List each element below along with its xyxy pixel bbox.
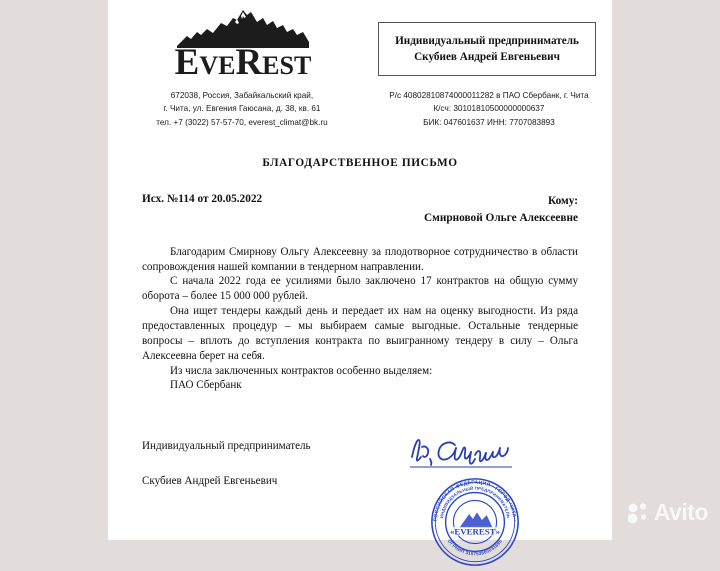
- letterhead-header: [108, 0, 612, 81]
- document-page: [108, 0, 612, 557]
- bank-account-line: Р/с 40802810874000011282 в ПАО Сбербанк, г. Чита: [389, 91, 589, 100]
- signatory-position: Индивидуальный предприниматель: [142, 440, 311, 453]
- paragraph-4: Из числа заключенных контрактов особенно выделяем:: [170, 364, 433, 377]
- signature-area: [108, 441, 612, 571]
- svg-text:РОССИЙСКАЯ ФЕДЕРАЦИЯ • ГОРОД Ч: РОССИЙСКАЯ ФЕДЕРАЦИЯ • ГОРОД ЧИТА •: [432, 480, 518, 522]
- stamp-center-text: «EVEREST»: [450, 526, 500, 537]
- svg-text:ИНДИВИДУАЛЬНЫЙ ПРЕДПРИНИМАТЕЛЬ: ИНДИВИДУАЛЬНЫЙ ПРЕДПРИНИМАТЕЛЬ: [438, 485, 512, 519]
- document-meta: [108, 193, 612, 227]
- svg-text:ОГРНИП 315753600031695: ОГРНИП 315753600031695: [446, 538, 504, 557]
- bik-inn-line: БИК: 047601637 ИНН: 7707083893: [423, 117, 555, 127]
- correspondent-account-line: К/сч: 30101810500000000637: [433, 104, 545, 114]
- logo-text: EveRest: [174, 42, 312, 83]
- proprietor-name: Скубиев Андрей Евгеньевич: [414, 51, 560, 64]
- contact-details: [108, 81, 612, 129]
- address-line-2: г. Чита, ул. Евгения Гаюсана, д. 38, кв. 61: [163, 104, 321, 114]
- paragraph-1: Благодарим Смирнову Ольгу Алексеевну за плодотворное сотрудничество в области сопровождения нашей компании в тендерном направлении.: [142, 245, 578, 273]
- avito-dots-icon: [628, 502, 650, 524]
- avito-watermark-text: Avito: [653, 499, 708, 525]
- letter-body: [108, 245, 612, 394]
- bank-details-block: [376, 89, 602, 129]
- contract-item: ПАО Сбербанк: [170, 379, 242, 392]
- signatory-name: Скубиев Андрей Евгеньевич: [142, 475, 278, 488]
- reference-number: Исх. №114 от 20.05.2022: [142, 192, 263, 205]
- proprietor-title: Индивидуальный предприниматель: [395, 35, 579, 47]
- address-block: [118, 89, 366, 129]
- company-logo: [118, 8, 368, 81]
- addressee-block: [424, 193, 578, 227]
- proprietor-box: [378, 22, 596, 76]
- address-line-1: 672038, Россия, Забайкальский край,: [170, 91, 314, 100]
- paragraph-3: Она ищет тендеры каждый день и передает их нам на оценку выгодности. Из ряда предоставленных процедур – мы выбираем самые выгодные. Остальные тендерные вопросы – вплоть до вступления контракта по выигранному тендеру в силу – Ольга Алексеевна берет на себя.: [142, 305, 578, 362]
- addressee-label: Кому:: [547, 194, 578, 207]
- handwritten-signature: [408, 431, 533, 477]
- address-line-3: тел. +7 (3022) 57-57-70, everest_climat@bk.ru: [156, 117, 328, 127]
- paragraph-2: С начала 2022 года ее усилиями было заключено 17 контрактов на общую сумму оборота – более 15 000 000 рублей.: [142, 275, 578, 303]
- avito-watermark: [628, 499, 708, 526]
- addressee-name: Смирновой Ольге Алексеевне: [424, 211, 578, 224]
- page-title: БЛАГОДАРСТВЕННОЕ ПИСЬМО: [262, 156, 458, 169]
- company-stamp: [426, 473, 524, 571]
